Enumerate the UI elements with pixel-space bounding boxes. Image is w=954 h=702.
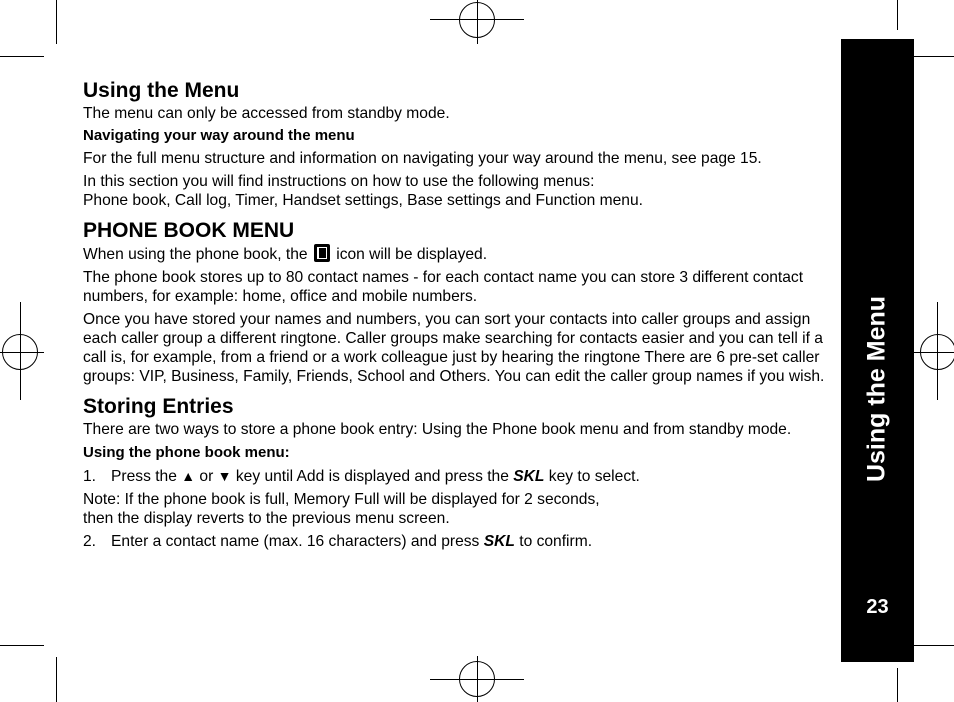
text-fragment: to confirm.: [519, 533, 593, 550]
paragraph: The phone book stores up to 80 contact names - for each contact name you can store 3 different contact numbers, for example: home, office and mobile numbers.: [83, 269, 804, 305]
text-fragment: key until Add is displayed and press the: [235, 468, 509, 485]
crop-mark: [897, 668, 898, 702]
paragraph: Once you have stored your names and numbers, you can sort your contacts into caller groups and assign each caller group a different ringtone. Caller groups make searching for contacts easier and you can tell if a call is, for example, from a friend or a work colleague just by hearing the ringtone There are 6 pre-set caller groups: VIP, Business, Family, Friends, School and Others. You can edit the caller group names if you wish.: [83, 311, 825, 385]
crop-mark: [56, 0, 57, 44]
text-fragment: icon will be displayed.: [336, 246, 488, 263]
text-fragment: Enter a contact name (max. 16 characters) and press: [111, 533, 480, 550]
step-number: 2.: [83, 533, 97, 550]
registration-mark-line: [477, 656, 478, 702]
crop-mark: [910, 645, 954, 646]
registration-mark-line: [0, 352, 44, 353]
crop-mark: [56, 657, 57, 702]
section-heading-storing-entries: Storing Entries: [83, 395, 234, 418]
step-2: [83, 532, 828, 551]
subheading-navigating: Navigating your way around the menu: [83, 127, 355, 144]
text-line: Note: If the phone book is full, Memory Full will be displayed for 2 seconds,: [83, 491, 600, 508]
crop-mark: [0, 56, 44, 57]
paragraph: The menu can only be accessed from standby mode.: [83, 105, 450, 122]
text-fragment: When using the phone book, the: [83, 246, 308, 263]
registration-mark-line: [937, 302, 938, 400]
step-number: 1.: [83, 468, 97, 485]
crop-mark: [910, 56, 954, 57]
text-fragment: or: [199, 468, 214, 485]
subheading-using-phone-book-menu: Using the phone book menu:: [83, 444, 290, 461]
section-heading-using-the-menu: Using the Menu: [83, 79, 240, 102]
chapter-side-tab: [841, 39, 914, 662]
registration-mark-line: [477, 0, 478, 44]
phone-book-icon: [314, 244, 330, 262]
skl-key-label: SKL: [513, 468, 545, 485]
note: [83, 490, 828, 528]
registration-mark-line: [20, 302, 21, 400]
chapter-title: Using the Menu: [862, 295, 891, 483]
down-arrow-icon: ▼: [217, 468, 232, 484]
page-content: [83, 78, 828, 551]
crop-mark: [0, 645, 44, 646]
paragraph: [83, 244, 828, 264]
registration-mark-line: [910, 352, 954, 353]
page-number: 23: [866, 596, 889, 618]
up-arrow-icon: ▲: [181, 468, 196, 484]
section-heading-phone-book-menu: PHONE BOOK MENU: [83, 219, 295, 242]
text-line: then the display reverts to the previous menu screen.: [83, 510, 450, 527]
paragraph: There are two ways to store a phone book entry: Using the Phone book menu and from standby mode.: [83, 421, 792, 438]
text-line: In this section you will find instructions on how to use the following menus:: [83, 173, 595, 190]
text-line: Phone book, Call log, Timer, Handset settings, Base settings and Function menu.: [83, 192, 643, 209]
paragraph: For the full menu structure and information on navigating your way around the menu, see page 15.: [83, 150, 762, 167]
skl-key-label: SKL: [483, 533, 515, 550]
text-fragment: Press the: [111, 468, 177, 485]
paragraph: [83, 172, 828, 210]
crop-mark: [897, 0, 898, 30]
text-fragment: key to select.: [548, 468, 640, 485]
step-1: [83, 467, 828, 486]
